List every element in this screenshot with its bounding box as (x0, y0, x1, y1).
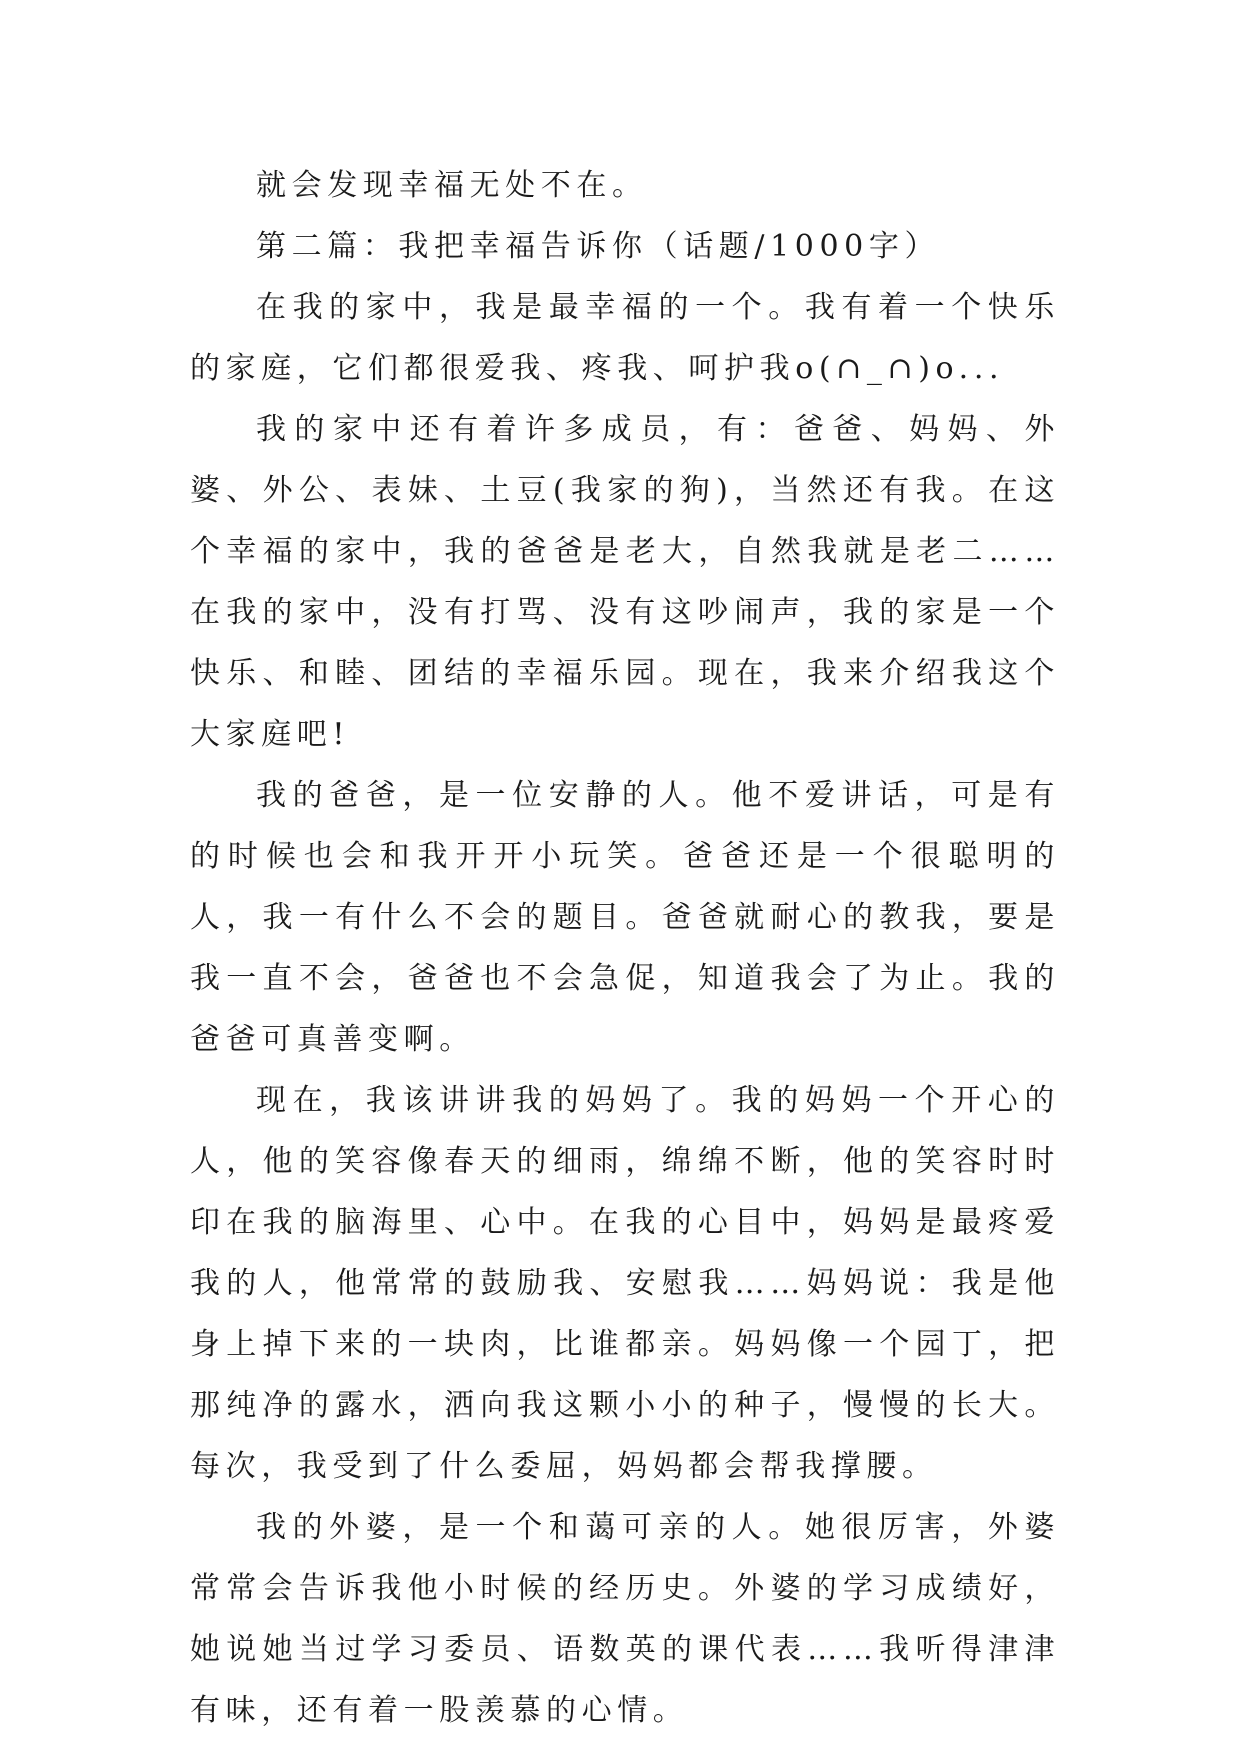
document-body (190, 155, 1060, 1741)
paragraph-father: 我的爸爸，是一位安静的人。他不爱讲话，可是有的时候也会和我开开小玩笑。爸爸还是一个很聪明的人，我一有什么不会的题目。爸爸就耐心的教我，要是我一直不会，爸爸也不会急促，知道我会了为止。我的爸爸可真善变啊。 (190, 778, 1060, 1057)
paragraph-family-members: 我的家中还有着许多成员，有：爸爸、妈妈、外婆、外公、表妹、土豆(我家的狗)，当然还有我。在这个幸福的家中，我的爸爸是老大，自然我就是老二……在我的家中，没有打骂、没有这吵闹声，我的家是一个快乐、和睦、团结的幸福乐园。现在，我来介绍我这个大家庭吧! (190, 412, 1060, 752)
paragraph-closing-line: 就会发现幸福无处不在。 (256, 168, 648, 203)
paragraph-mother: 现在，我该讲讲我的妈妈了。我的妈妈一个开心的人，他的笑容像春天的细雨，绵绵不断，他的笑容时时印在我的脑海里、心中。在我的心目中，妈妈是最疼爱我的人，他常常的鼓励我、安慰我……妈妈说：我是他身上掉下来的一块肉，比谁都亲。妈妈像一个园丁，把那纯净的露水，洒向我这颗小小的种子，慢慢的长大。每次，我受到了什么委屈，妈妈都会帮我撑腰。 (190, 1083, 1060, 1484)
paragraph-intro: 在我的家中，我是最幸福的一个。我有着一个快乐的家庭，它们都很爱我、疼我、呵护我o(∩_∩)o... (190, 290, 1060, 386)
section-heading: 第二篇：我把幸福告诉你（话题/1000字） (256, 229, 941, 264)
paragraph-grandmother: 我的外婆，是一个和蔼可亲的人。她很厉害，外婆常常会告诉我他小时候的经历史。外婆的学习成绩好，她说她当过学习委员、语数英的课代表……我听得津津有味，还有着一股羡慕的心情。 (190, 1510, 1060, 1728)
